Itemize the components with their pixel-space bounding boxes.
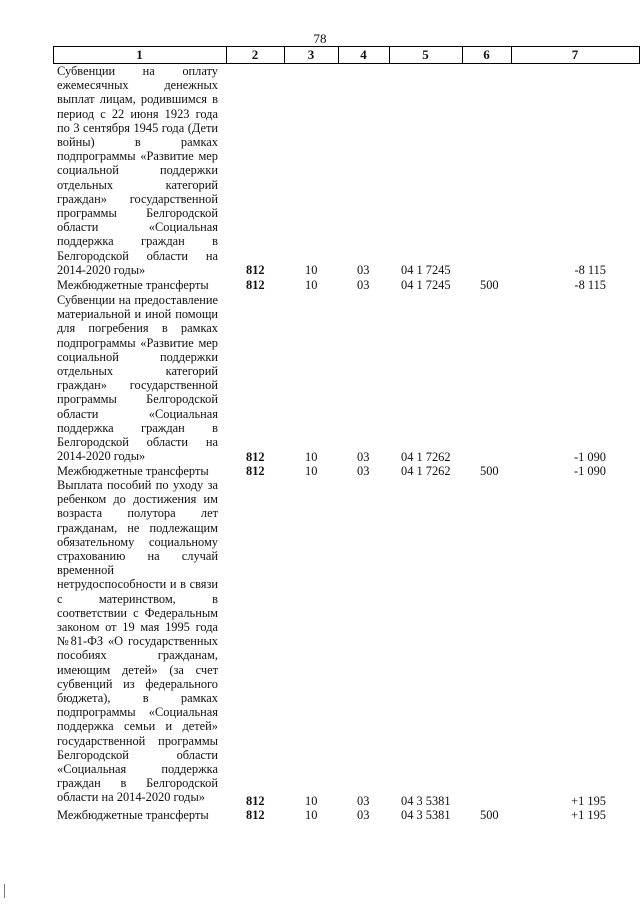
cell-admin-code: 812 — [246, 808, 265, 822]
cell-target-item: 04 1 7262 — [401, 450, 451, 464]
row-description: Выплата пособий по уходу за ребенком до достижения им возраста полутора лет гражданам, не подлежащим обязательному социальному страхованию на случай временной нетрудоспособности и в связи с материнством, в соответствии с Федеральным законом от 19 мая 1995 года №81-ФЗ «О государственных пособиях гражданам, имеющим детей» (за счет субвенций из федерального бюджета), в рамках подпрограммы «Социальная поддержка семьи и детей» государственной программы Белгородской области «Социальная поддержка граждан в Белгородской области на 2014-2020 годы» — [57, 478, 218, 805]
cell-admin-code: 812 — [246, 794, 265, 808]
cell-target-item: 04 3 5381 — [401, 808, 451, 822]
cell-section: 10 — [305, 263, 318, 277]
scan-edge-mark — [4, 884, 5, 898]
header-col-2: 2 — [251, 47, 259, 62]
cell-admin-code: 812 — [246, 263, 265, 277]
cell-subsection: 03 — [357, 278, 370, 292]
cell-amount: -8 115 — [574, 278, 606, 292]
header-col-7: 7 — [571, 47, 579, 62]
cell-admin-code: 812 — [246, 278, 265, 292]
cell-expense-type: 500 — [480, 808, 499, 822]
cell-section: 10 — [305, 278, 318, 292]
cell-amount: +1 195 — [571, 808, 606, 822]
cell-target-item: 04 3 5381 — [401, 794, 451, 808]
cell-subsection: 03 — [357, 263, 370, 277]
header-col-4: 4 — [360, 47, 367, 62]
cell-expense-type: 500 — [480, 464, 499, 478]
cell-subsection: 03 — [357, 808, 370, 822]
cell-admin-code: 812 — [246, 450, 265, 464]
row-description: Межбюджетные трансферты — [57, 808, 209, 822]
header-col-3: 3 — [307, 47, 315, 62]
header-col-6: 6 — [483, 47, 490, 62]
header-col-5: 5 — [422, 47, 429, 62]
cell-target-item: 04 1 7245 — [401, 278, 451, 292]
cell-amount: +1 195 — [571, 794, 606, 808]
row-description: Межбюджетные трансферты — [57, 278, 209, 292]
cell-target-item: 04 1 7262 — [401, 464, 451, 478]
cell-section: 10 — [305, 808, 318, 822]
cell-section: 10 — [305, 794, 318, 808]
cell-subsection: 03 — [357, 450, 370, 464]
cell-admin-code: 812 — [246, 464, 265, 478]
cell-subsection: 03 — [357, 794, 370, 808]
cell-target-item: 04 1 7245 — [401, 263, 451, 277]
row-description: Межбюджетные трансферты — [57, 464, 209, 478]
cell-amount: -1 090 — [573, 464, 606, 478]
page-number: 78 — [313, 31, 327, 46]
row-description: Субвенции на предоставление материальной и иной помощи для погребения в рамках подпрограммы «Развитие мер социальной поддержки отдельных категорий граждан» государственной программы Белгородской области «Социальная поддержка граждан в Белгородской области на 2014-2020 годы» — [57, 293, 218, 464]
cell-subsection: 03 — [357, 464, 370, 478]
row-description: Субвенции на оплату ежемесячных денежных выплат лицам, родившимся в период с 22 июня 1923 года по 3 сентября 1945 года (Дети войны) в рамках подпрограммы «Развитие мер социальной поддержки отдельных категорий граждан» государственной программы Белгородской области «Социальная поддержка граждан в Белгородской области на 2014-2020 годы» — [57, 64, 218, 277]
header-col-1: 1 — [136, 47, 143, 62]
cell-section: 10 — [305, 464, 318, 478]
cell-expense-type: 500 — [480, 278, 499, 292]
cell-section: 10 — [305, 450, 318, 464]
cell-amount: -8 115 — [574, 263, 606, 277]
cell-amount: -1 090 — [573, 450, 606, 464]
